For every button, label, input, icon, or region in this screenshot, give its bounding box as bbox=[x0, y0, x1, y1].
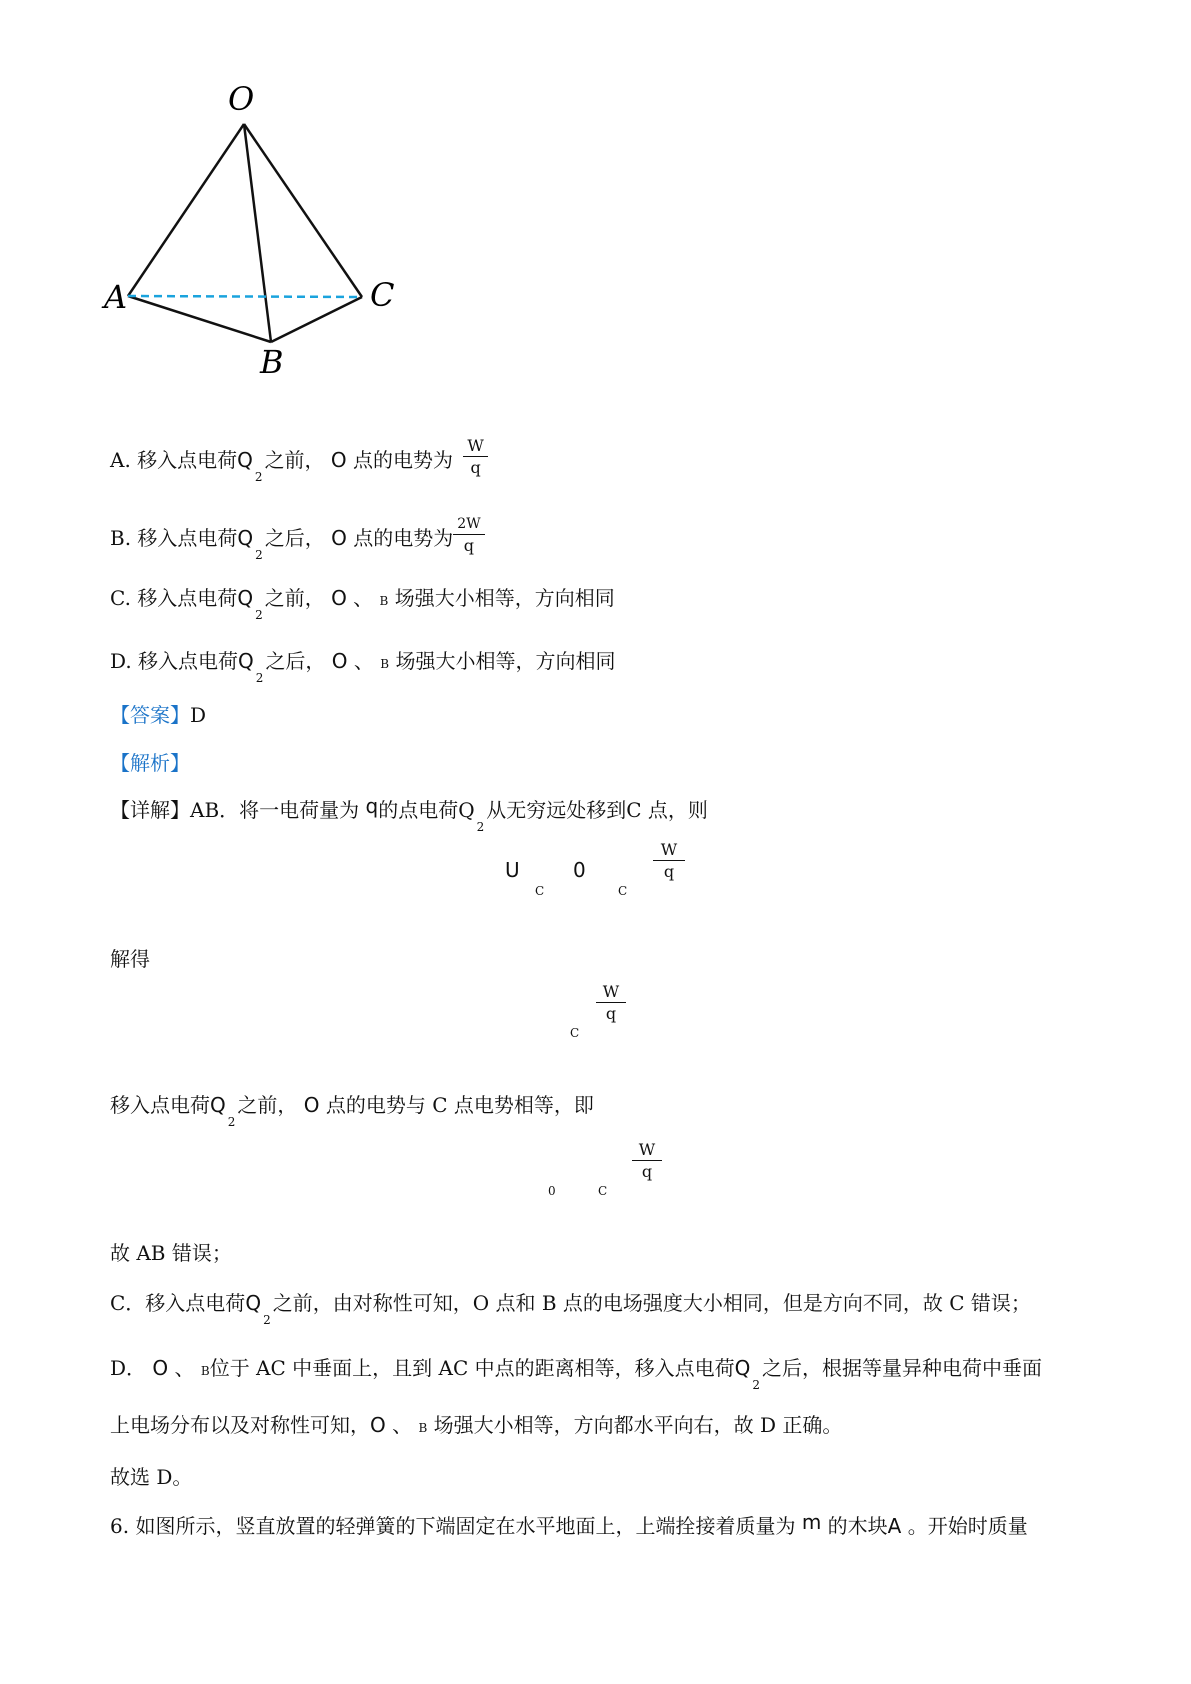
fraction: W q bbox=[632, 1140, 662, 1183]
jiede-line: 解得 bbox=[110, 947, 150, 971]
detail-line-2: 移入点电荷$Q_2$之前， O 点的电势与 C 点电势相等，即 bbox=[110, 1093, 594, 1129]
fraction: $\frac{2W}{q}$ bbox=[453, 514, 484, 557]
detail-line-4: C．移入点电荷$Q_2$之前，由对称性可知，O 点和 B 点的电场强度大小相同，但是方向不同，故 C 错误； bbox=[110, 1291, 1031, 1327]
edge-oa bbox=[128, 124, 244, 296]
fraction: $\frac{W}{q}$ bbox=[463, 436, 487, 479]
option-b: B. 移入点电荷$Q_2$之后， O 点的电势为 $\frac{2W}{q}$ bbox=[110, 518, 489, 561]
tetrahedron-figure bbox=[100, 80, 420, 380]
detail-line-6: 上电场分布以及对称性可知，O 、 B 场强大小相等，方向都水平向右，故 D 正确。 bbox=[110, 1413, 843, 1437]
detail-line-7: 故选 D。 bbox=[110, 1465, 193, 1489]
detail-line-5: D． O 、 B位于 AC 中垂面上，且到 AC 中点的距离相等，移入点电荷$Q_2$之后，根据等量异种电荷中垂面 bbox=[110, 1356, 1043, 1392]
fraction: W q bbox=[596, 982, 626, 1025]
label-a: A bbox=[104, 278, 128, 316]
edge-ac-dashed bbox=[128, 296, 362, 297]
label-c: C bbox=[370, 276, 395, 314]
label-b: B bbox=[260, 343, 284, 380]
option-d: D. 移入点电荷$Q_2$之后， O 、 B 场强大小相等，方向相同 bbox=[110, 649, 616, 685]
fraction: W q bbox=[653, 840, 685, 883]
detail-line-3: 故 AB 错误； bbox=[110, 1241, 232, 1265]
detail-line-1: 【详解】AB．将一电荷量为 q的点电荷$Q_2$从无穷远处移到C 点，则 bbox=[110, 794, 708, 834]
analysis-tag: 【解析】 bbox=[110, 751, 190, 775]
label-o: O bbox=[228, 80, 255, 118]
answer-tag: 【答案】 bbox=[110, 703, 190, 727]
edge-ab bbox=[128, 296, 271, 342]
answer-value: D bbox=[190, 703, 207, 727]
edge-bc bbox=[271, 297, 362, 342]
answer-line bbox=[110, 702, 206, 728]
next-question: 6. 如图所示，竖直放置的轻弹簧的下端固定在水平地面上，上端拴接着质量为 m 的木块A 。开始时质量 bbox=[110, 1510, 1028, 1538]
option-c: C. 移入点电荷$Q_2$之前， O 、 B 场强大小相等，方向相同 bbox=[110, 586, 615, 622]
option-a: A. 移入点电荷$Q_2$之前， O 点的电势为 $\frac{W}{q}$ bbox=[110, 440, 492, 483]
